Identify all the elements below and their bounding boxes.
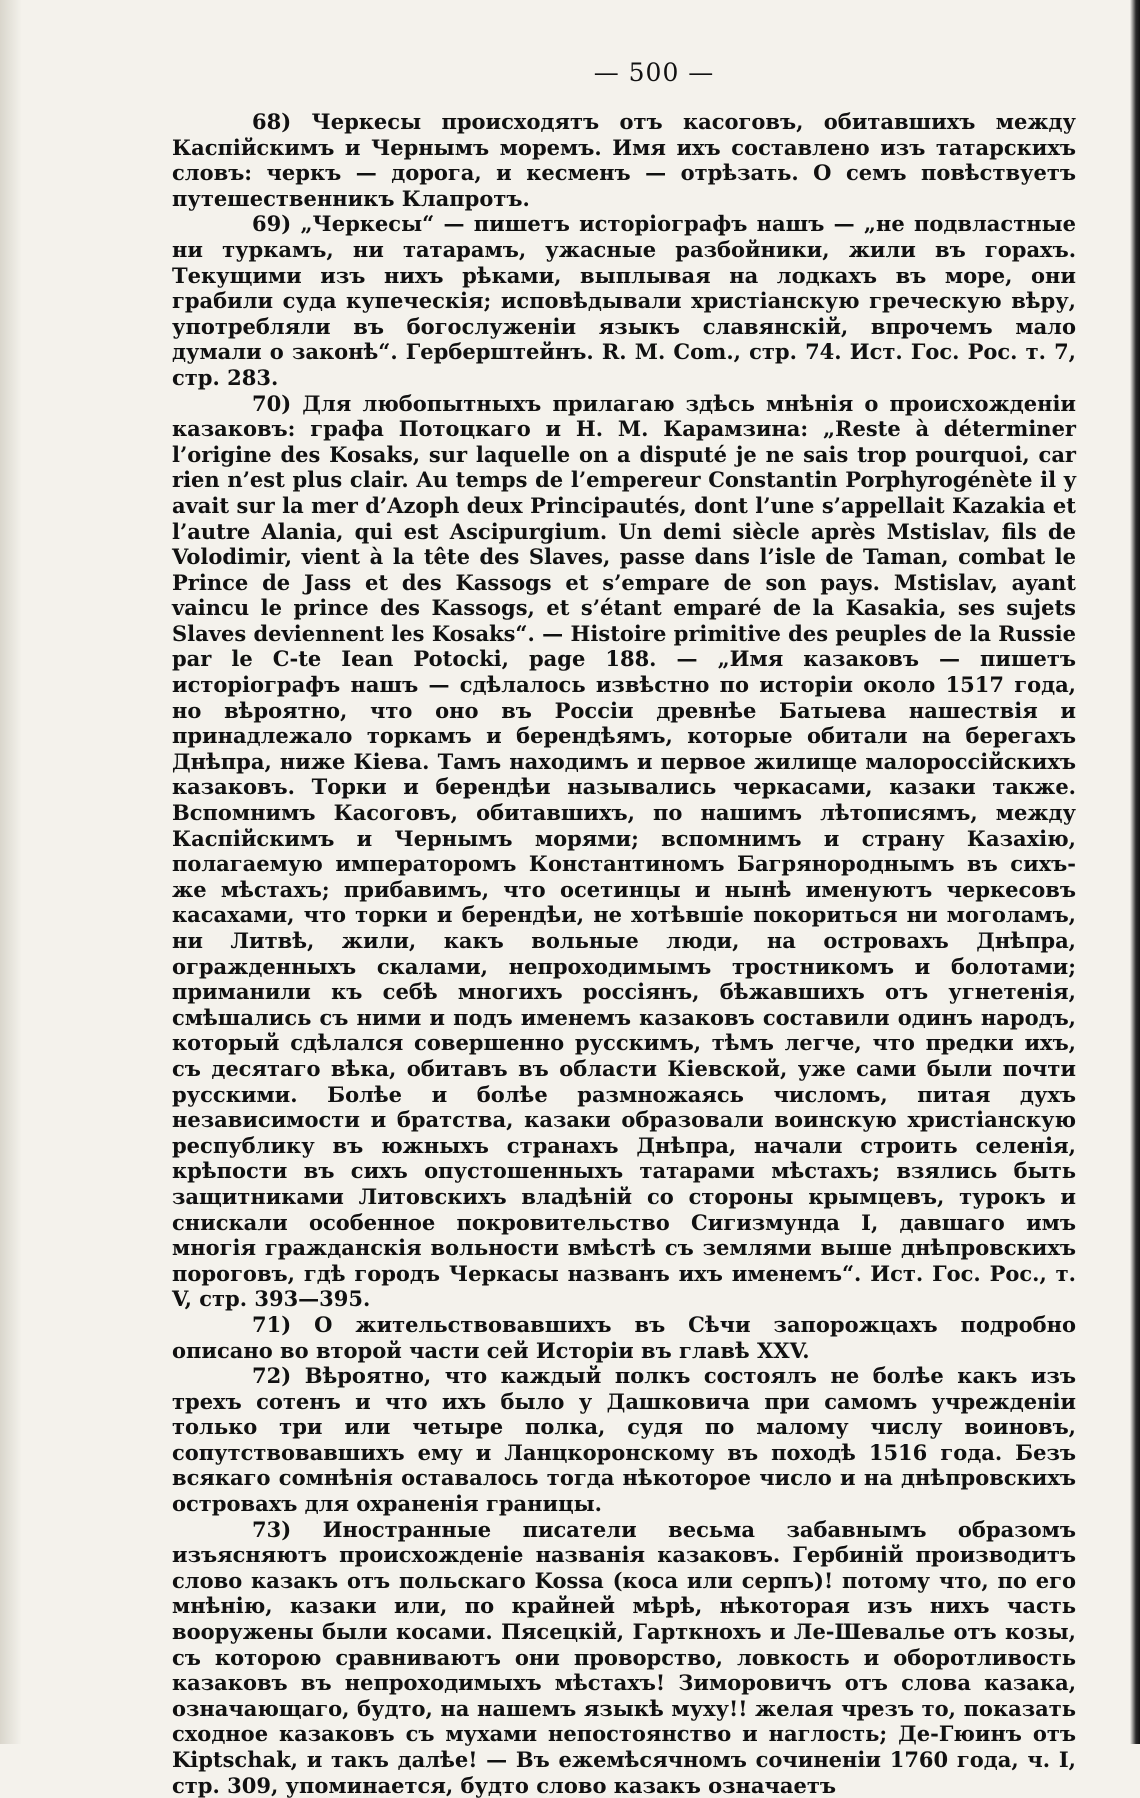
- note-69: 69) „Черкесы“ — пишетъ исторіографъ нашъ — „не подвластные ни туркамъ, ни татарамъ, ужасные разбойники, жили въ горахъ. Текущими изъ нихъ рѣками, выплывая на лодкахъ въ море, они грабили суда купеческія; исповѣдывали христіанскую греческую вѣру, употребляли въ богослуженіи языкъ славянскій, впрочемъ мало думали о законѣ“. Герберштейнъ. R. M. Com., стр. 74. Ист. Гос. Рос. т. 7, стр. 283.: [172, 211, 1076, 390]
- page-right-edge: [1130, 0, 1140, 1744]
- page-left-shadow: [0, 0, 22, 1744]
- note-70: 70) Для любопытныхъ прилагаю здѣсь мнѣнія о происхожденіи казаковъ: графа Потоцкаго и Н. М. Карамзина: „Reste à déterminer l’origine des Kosaks, sur laquelle on a disputé je ne sais trop pourquoi, car rien n’est plus clair. Au temps de l’empereur Constantin Porphyrogénète il y avait sur la mer d’Azoph deux Principautés, dont l’une s’appellait Kazakia et l’autre Alania, qui est Ascipurgium. Un demi siècle après Mstislav, fils de Volodimir, vient à la tête des Slaves, passe dans l’isle de Taman, combat le Prince de Jass et des Kassogs et s’empare de son pays. Mstislav, ayant vaincu le prince des Kassogs, et s’étant emparé de la Kasakia, ses sujets Slaves deviennent les Kosaks“. — Histoire primitive des peuples de la Russie par le C-te Iean Potocki, page 188. — „Имя казаковъ — пишетъ исторіографъ нашъ — сдѣлалось извѣстно по исторіи около 1517 года, но вѣроятно, что оно въ Россіи древнѣе Батыева нашествія и принадлежало торкамъ и берендѣямъ, которые обитали на берегахъ Днѣпра, ниже Кіева. Тамъ находимъ и первое жилище малороссійскихъ казаковъ. Торки и берендѣи назывались черкасами, казаки также. Вспомнимъ Касоговъ, обитавшихъ, по нашимъ лѣтописямъ, между Каспійскимъ и Чернымъ морями; вспомнимъ и страну Казахію, полагаемую императоромъ Константиномъ Багрянороднымъ въ сихъ-же мѣстахъ; прибавимъ, что осетинцы и нынѣ именуютъ черкесовъ касахами, что торки и берендѣи, не хотѣвшіе покориться ни моголамъ, ни Литвѣ, жили, какъ вольные люди, на островахъ Днѣпра, огражденныхъ скалами, непроходимымъ тростникомъ и болотами; приманили къ себѣ многихъ россіянъ, бѣжавшихъ отъ угнетенія, смѣшались съ ними и подъ именемъ казаковъ составили одинъ народъ, который сдѣлался совершенно русскимъ, тѣмъ легче, что предки ихъ, съ десятаго вѣка, обитавъ въ области Кіевской, уже сами были почти русскими. Болѣе и болѣе размножаясь числомъ, питая духъ независимости и братства, казаки образовали воинскую христіанскую республику въ южныхъ странахъ Днѣпра, начали строить селенія, крѣпости въ сихъ опустошенныхъ татарами мѣстахъ; взялись быть защитниками Литовскихъ владѣній со стороны крымцевъ, турокъ и снискали особенное покровительство Сигизмунда I, давшаго имъ многія гражданскія вольности вмѣстѣ съ землями выше днѣпровскихъ пороговъ, гдѣ городъ Черкасы названъ ихъ именемъ“. Ист. Гос. Рос., т. V, стр. 393—395.: [172, 390, 1076, 1312]
- footnotes-list: [172, 109, 1076, 1798]
- note-72: 72) Вѣроятно, что каждый полкъ состоялъ не болѣе какъ изъ трехъ сотенъ и что ихъ было у Дашковича при самомъ учрежденіи только три или четыре полка, судя по малому числу воиновъ, сопутствовавшихъ ему и Ланцкоронскому въ походѣ 1516 года. Безъ всякаго сомнѣнія оставалось тогда нѣкоторое число и на днѣпровскихъ островахъ для охраненія границы.: [172, 1363, 1076, 1517]
- note-73: 73) Иностранные писатели весьма забавнымъ образомъ изъясняютъ происхожденіе названія казаковъ. Гербиній производитъ слово казакъ отъ польскаго Kossa (коса или серпъ)! потому что, по его мнѣнію, казаки или, по крайней мѣрѣ, нѣкоторая изъ нихъ часть вооружены были косами. Пясецкій, Гарткнохъ и Ле-Шевалье отъ козы, съ которою сравниваютъ они проворство, ловкость и оборотливость казаковъ въ непроходимыхъ мѣстахъ! Зиморовичъ отъ слова казака, означающаго, будто, на нашемъ языкѣ муху!! желая чрезъ то, показать сходное казаковъ съ мухами непостоянство и наглость; Де-Гюинъ отъ Kiptschak, и такъ далѣе! — Въ ежемѣсячномъ сочиненіи 1760 года, ч. I, стр. 309, упоминается, будто слово казакъ означаетъ: [172, 1516, 1076, 1798]
- note-71: 71) О жительствовавшихъ въ Сѣчи запорожцахъ подробно описано во второй части сей Исторіи въ главѣ XXV.: [172, 1311, 1076, 1363]
- document-page: [172, 58, 1076, 1798]
- note-68: 68) Черкесы происходятъ отъ касоговъ, обитавшихъ между Каспійскимъ и Чернымъ моремъ. Имя ихъ составлено изъ татарскихъ словъ: черкъ — дорога, и кесменъ — отрѣзать. О семъ повѣствуетъ путешественникъ Клапротъ.: [172, 109, 1076, 211]
- page-number: — 500 —: [593, 58, 715, 87]
